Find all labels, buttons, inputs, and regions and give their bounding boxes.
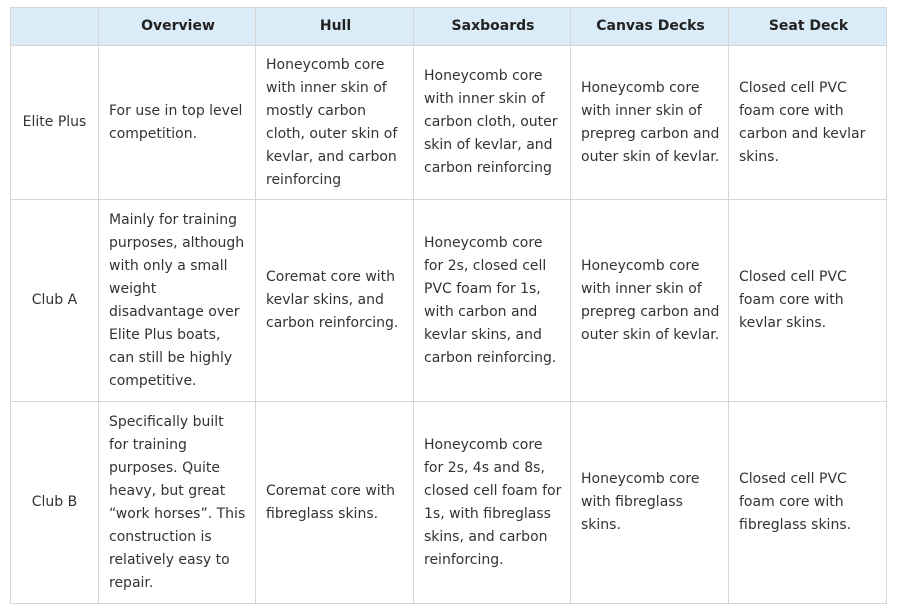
row-label: Club A [11, 200, 99, 402]
saxboards-cell: Honeycomb core for 2s, 4s and 8s, closed cell foam for 1s, with fibreglass skins, and carbon reinforcing. [414, 402, 571, 604]
header-empty-cell [11, 8, 99, 46]
table-row [11, 46, 887, 200]
table-header-row [11, 8, 887, 46]
header-seat-deck: Seat Deck [729, 8, 887, 46]
seat-deck-cell: Closed cell PVC foam core with kevlar skins. [729, 200, 887, 402]
hull-cell: Honeycomb core with inner skin of mostly carbon cloth, outer skin of kevlar, and carbon reinforcing [256, 46, 414, 200]
table-row [11, 200, 887, 402]
canvas-decks-cell: Honeycomb core with inner skin of prepreg carbon and outer skin of kevlar. [571, 200, 729, 402]
overview-cell: For use in top level competition. [99, 46, 256, 200]
overview-cell: Specifically built for training purposes. Quite heavy, but great “work horses”. This construction is relatively easy to repair. [99, 402, 256, 604]
header-saxboards: Saxboards [414, 8, 571, 46]
seat-deck-cell: Closed cell PVC foam core with fibreglass skins. [729, 402, 887, 604]
header-overview: Overview [99, 8, 256, 46]
header-hull: Hull [256, 8, 414, 46]
boat-construction-table [10, 7, 887, 604]
row-label: Club B [11, 402, 99, 604]
saxboards-cell: Honeycomb core for 2s, closed cell PVC foam for 1s, with carbon and kevlar skins, and carbon reinforcing. [414, 200, 571, 402]
seat-deck-cell: Closed cell PVC foam core with carbon and kevlar skins. [729, 46, 887, 200]
canvas-decks-cell: Honeycomb core with fibreglass skins. [571, 402, 729, 604]
hull-cell: Coremat core with fibreglass skins. [256, 402, 414, 604]
overview-cell: Mainly for training purposes, although with only a small weight disadvantage over Elite Plus boats, can still be highly competitive. [99, 200, 256, 402]
table-row [11, 402, 887, 604]
row-label: Elite Plus [11, 46, 99, 200]
header-canvas-decks: Canvas Decks [571, 8, 729, 46]
canvas-decks-cell: Honeycomb core with inner skin of prepreg carbon and outer skin of kevlar. [571, 46, 729, 200]
hull-cell: Coremat core with kevlar skins, and carbon reinforcing. [256, 200, 414, 402]
saxboards-cell: Honeycomb core with inner skin of carbon cloth, outer skin of kevlar, and carbon reinforcing [414, 46, 571, 200]
